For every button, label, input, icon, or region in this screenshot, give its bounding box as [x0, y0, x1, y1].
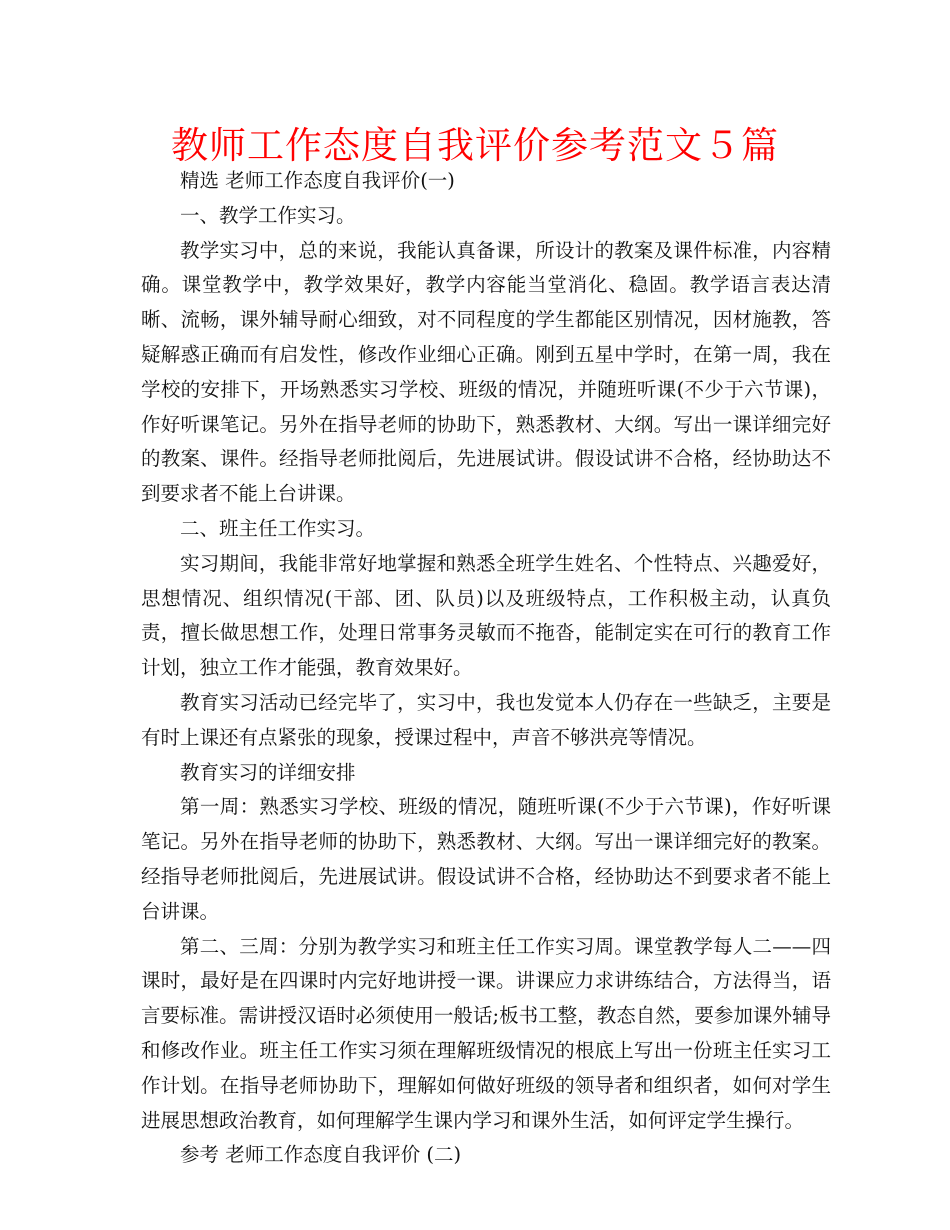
subheading-teaching: 一、教学工作实习。: [180, 203, 356, 227]
section-heading-1: 精选 老师工作态度自我评价(一): [180, 169, 455, 192]
subheading-arrangement: 教育实习的详细安排: [180, 760, 356, 784]
paragraph-teaching: 教学实习中，总的来说，我能认真备课，所设计的教案及课件标准，内容精确。课堂教学中，教学效果好，教学内容能当堂消化、稳固。教学语言表达清晰、流畅，课外辅导耐心细致，对不同程度的学生都能区别情况，因材施教，答疑解惑正确而有启发性，修改作业细心正确。刚到五星中学时，在第一周，我在学校的安排下，开场熟悉实习学校、班级的情况，并随班听课(不少于六节课)，作好听课笔记。另外在指导老师的协助下，熟悉教材、大纲。写出一课详细完好的教案、课件。经指导老师批阅后，先进展试讲。假设试讲不合格，经协助达不到要求者不能上台讲课。: [141, 238, 831, 506]
document-body: [141, 164, 831, 1173]
paragraph-class-teacher: 实习期间，我能非常好地掌握和熟悉全班学生姓名、个性特点、兴趣爱好，思想情况、组织情况(干部、团、队员)以及班级特点，工作积极主动，认真负责，擅长做思想工作，处理日常事务灵敏而不拖沓，能制定实在可行的教育工作计划，独立工作才能强，教育效果好。: [141, 551, 831, 680]
subheading-class-teacher: 二、班主任工作实习。: [180, 516, 376, 540]
section-heading-2: 参考 老师工作态度自我评价 (二): [180, 1143, 462, 1167]
paragraph-summary: 教育实习活动已经完毕了，实习中，我也发觉本人仍存在一些缺乏，主要是有时上课还有点紧张的现象，授课过程中，声音不够洪亮等情况。: [141, 690, 831, 749]
document-title: 教师工作态度自我评价参考范文５篇: [171, 124, 779, 167]
paragraph-weeks-2-3: 第二、三周：分别为教学实习和班主任工作实习周。课堂教学每人二——四课时，最好是在四课时内完好地讲授一课。讲课应力求讲练结合，方法得当，语言要标准。需讲授汉语时必须使用一般话;板书工整，教态自然，要参加课外辅导和修改作业。班主任工作实习须在理解班级情况的根底上写出一份班主任实习工作计划。在指导老师协助下，理解如何做好班级的领导者和组织者，如何对学生进展思想政治教育，如何理解学生课内学习和课外生活，如何评定学生操行。: [141, 934, 831, 1132]
paragraph-week-1: 第一周：熟悉实习学校、班级的情况，随班听课(不少于六节课)，作好听课笔记。另外在指导老师的协助下，熟悉教材、大纲。写出一课详细完好的教案。经指导老师批阅后，先进展试讲。假设试讲不合格，经协助达不到要求者不能上台讲课。: [141, 795, 831, 923]
